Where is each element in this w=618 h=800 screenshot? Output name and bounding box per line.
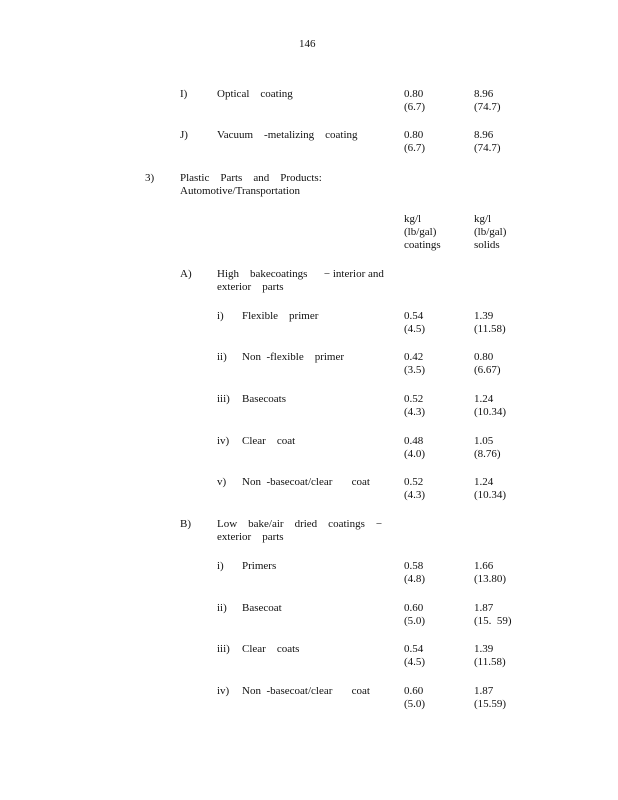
solids-value-lbgal: (6.67): [474, 364, 501, 376]
solids-value-lbgal: (74.7): [474, 101, 501, 113]
coatings-value: 0.60: [404, 685, 424, 697]
solids-column-header: kg/l: [474, 213, 492, 225]
solids-value-lbgal: (10.34): [474, 489, 507, 501]
coatings-value-lbgal: (4.0): [404, 448, 426, 460]
group-letter: A): [180, 268, 192, 280]
solids-value-lbgal: (74.7): [474, 142, 501, 154]
coatings-column-header: (lb/gal): [404, 226, 437, 238]
group-letter: B): [180, 518, 191, 530]
solids-value: 1.05: [474, 435, 494, 447]
coatings-value-lbgal: (6.7): [404, 142, 426, 154]
row-label: Clear coats: [242, 643, 300, 655]
row-label: Clear coat: [242, 435, 296, 447]
solids-value: 8.96: [474, 129, 494, 141]
coatings-value: 0.48: [404, 435, 424, 447]
section-title-line: Plastic Parts and Products:: [180, 172, 322, 184]
item-label: Vacuum -metalizing coating: [217, 129, 358, 141]
solids-value: 8.96: [474, 88, 494, 100]
row-label: Primers: [242, 560, 277, 572]
coatings-value-lbgal: (4.3): [404, 406, 426, 418]
coatings-value: 0.80: [404, 88, 424, 100]
section-title-line: Automotive/Transportation: [180, 185, 300, 197]
coatings-value-lbgal: (5.0): [404, 698, 426, 710]
section-number: 3): [145, 172, 155, 184]
solids-value: 1.24: [474, 476, 494, 488]
row-label: Non -basecoat/clear coat: [242, 685, 370, 697]
coatings-value: 0.42: [404, 351, 424, 363]
coatings-value-lbgal: (4.5): [404, 656, 426, 668]
solids-column-header: solids: [474, 239, 500, 251]
coatings-value-lbgal: (4.3): [404, 489, 426, 501]
solids-value-lbgal: (15.59): [474, 698, 507, 710]
coatings-value-lbgal: (4.5): [404, 323, 426, 335]
coatings-value-lbgal: (6.7): [404, 101, 426, 113]
item-label: Optical coating: [217, 88, 293, 100]
row-number: iii): [217, 643, 230, 655]
coatings-value-lbgal: (5.0): [404, 615, 426, 627]
solids-value: 1.24: [474, 393, 494, 405]
coatings-value-lbgal: (3.5): [404, 364, 426, 376]
coatings-value: 0.80: [404, 129, 424, 141]
row-label: Flexible primer: [242, 310, 319, 322]
solids-value: 1.39: [474, 643, 494, 655]
row-label: Basecoats: [242, 393, 286, 405]
coatings-value: 0.58: [404, 560, 424, 572]
row-number: ii): [217, 351, 227, 363]
coatings-value: 0.52: [404, 476, 424, 488]
item-number: J): [180, 129, 188, 141]
solids-value-lbgal: (10.34): [474, 406, 507, 418]
row-label: Basecoat: [242, 602, 282, 614]
solids-value-lbgal: (13.80): [474, 573, 507, 585]
group-title-line: exterior parts: [217, 281, 284, 293]
solids-value: 1.39: [474, 310, 494, 322]
coatings-value: 0.52: [404, 393, 424, 405]
row-number: i): [217, 560, 224, 572]
coatings-value: 0.54: [404, 643, 424, 655]
row-number: ii): [217, 602, 227, 614]
coatings-value-lbgal: (4.8): [404, 573, 426, 585]
coatings-value: 0.54: [404, 310, 424, 322]
solids-value: 1.87: [474, 685, 494, 697]
page-number: 146: [299, 38, 316, 50]
coatings-value: 0.60: [404, 602, 424, 614]
row-number: v): [217, 476, 227, 488]
row-label: Non -basecoat/clear coat: [242, 476, 370, 488]
solids-value: 1.87: [474, 602, 494, 614]
item-number: I): [180, 88, 188, 100]
coatings-column-header: coatings: [404, 239, 441, 251]
solids-value: 0.80: [474, 351, 494, 363]
row-number: iv): [217, 685, 230, 697]
group-title-line: High bakecoatings − interior and: [217, 268, 384, 280]
coatings-column-header: kg/l: [404, 213, 422, 225]
solids-value-lbgal: (15. 59): [474, 615, 512, 627]
row-number: iii): [217, 393, 230, 405]
row-number: i): [217, 310, 224, 322]
solids-value-lbgal: (11.58): [474, 656, 506, 668]
solids-column-header: (lb/gal): [474, 226, 507, 238]
row-label: Non -flexible primer: [242, 351, 345, 363]
group-title-line: Low bake/air dried coatings −: [217, 518, 383, 530]
row-number: iv): [217, 435, 230, 447]
group-title-line: exterior parts: [217, 531, 284, 543]
solids-value-lbgal: (11.58): [474, 323, 506, 335]
solids-value-lbgal: (8.76): [474, 448, 501, 460]
solids-value: 1.66: [474, 560, 494, 572]
